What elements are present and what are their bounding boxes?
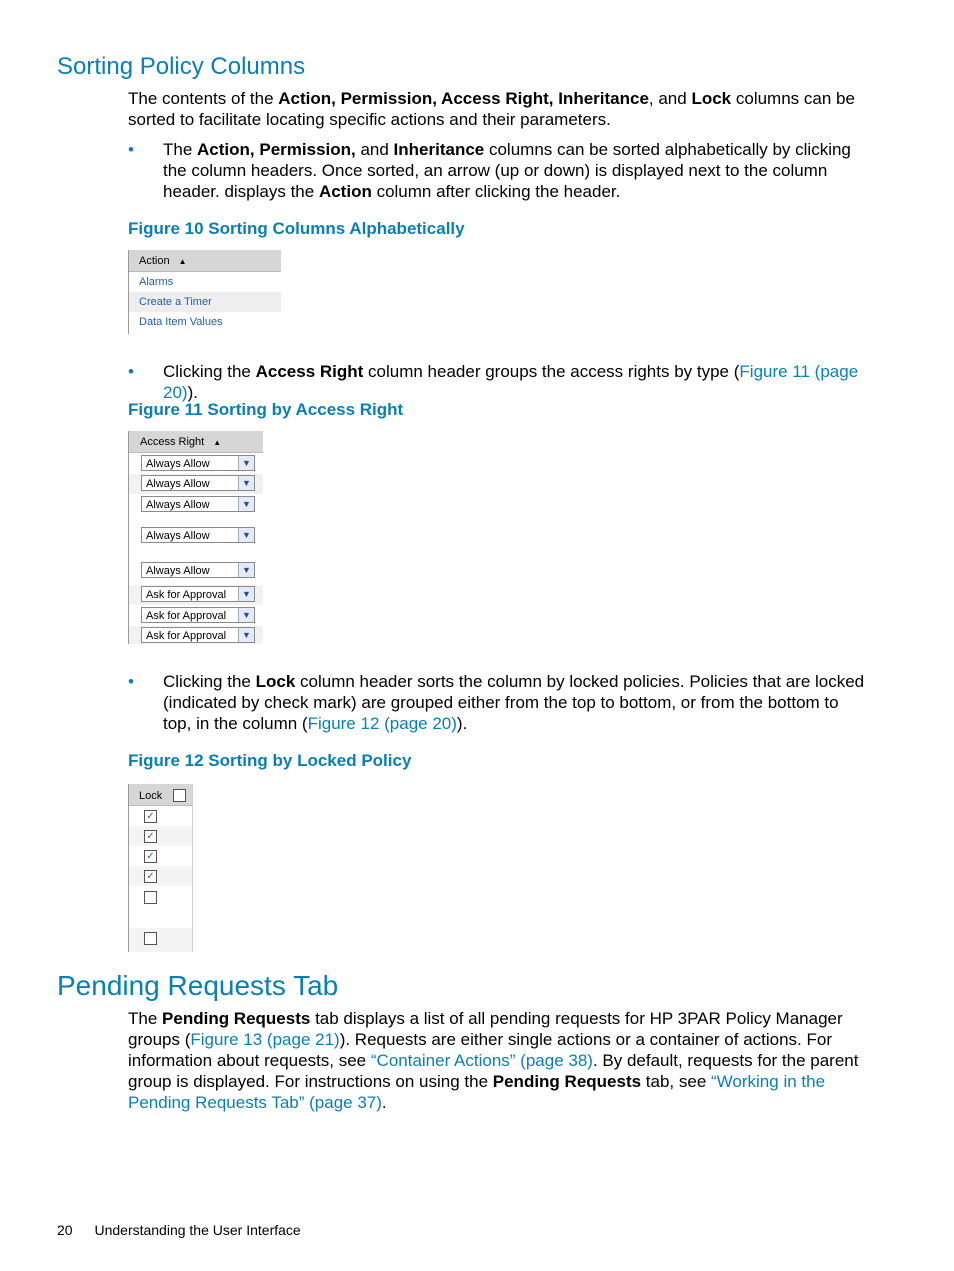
access-right-select[interactable]: Always Allow ▼ <box>141 527 255 543</box>
figure-caption: Figure 11 Sorting by Access Right <box>128 400 404 419</box>
chapter-title: Understanding the User Interface <box>94 1222 301 1238</box>
chevron-down-icon[interactable]: ▼ <box>238 628 254 642</box>
action-column-header[interactable]: Action ▲ <box>129 250 281 272</box>
chevron-down-icon[interactable]: ▼ <box>238 608 254 622</box>
bullet-dot: • <box>128 362 134 381</box>
section-title: Sorting Policy Columns <box>57 53 306 80</box>
chevron-down-icon[interactable]: ▼ <box>238 563 254 577</box>
working-pending-requests-link[interactable]: “Working in the Pending Requests Tab” (page 37) <box>128 1072 826 1112</box>
figure-action-table <box>128 250 281 334</box>
intro-paragraph: The contents of the Action, Permission, Access Right, Inheritance, and Lock columns can be sorted to facilitate locating specific actions and their parameters. <box>128 89 855 129</box>
lock-checkbox[interactable] <box>144 891 157 904</box>
figure-caption: Figure 12 Sorting by Locked Policy <box>128 751 412 770</box>
checkbox-icon[interactable] <box>173 789 186 802</box>
section-title: Pending Requests Tab <box>57 970 339 1001</box>
chevron-down-icon[interactable]: ▼ <box>238 476 254 490</box>
access-right-select[interactable]: Ask for Approval ▼ <box>141 586 255 602</box>
sort-up-arrow-icon: ▲ <box>213 438 222 447</box>
access-right-select[interactable]: Always Allow ▼ <box>141 475 255 491</box>
access-right-select[interactable]: Always Allow ▼ <box>141 496 255 512</box>
container-actions-link[interactable]: “Container Actions” (page 38) <box>370 1051 593 1070</box>
figure-caption: Figure 10 Sorting Columns Alphabetically <box>128 219 465 238</box>
page-footer <box>57 1222 301 1238</box>
page-number: 20 <box>57 1222 73 1238</box>
chevron-down-icon[interactable]: ▼ <box>238 497 254 511</box>
chevron-down-icon[interactable]: ▼ <box>238 587 254 601</box>
chevron-down-icon[interactable]: ▼ <box>238 528 254 542</box>
figure-access-right-table <box>128 431 263 644</box>
access-right-select[interactable]: Always Allow ▼ <box>141 455 255 471</box>
bullet-dot: • <box>128 140 134 159</box>
chevron-down-icon[interactable]: ▼ <box>238 456 254 470</box>
access-right-select[interactable]: Ask for Approval ▼ <box>141 607 255 623</box>
bullet-dot: • <box>128 672 134 691</box>
lock-column-header[interactable]: Lock <box>129 784 192 806</box>
lock-checkbox[interactable]: ✓ <box>144 830 157 843</box>
figure-link[interactable]: Figure 11 (page 20) <box>163 362 859 402</box>
figure-link[interactable]: Figure 12 (page 20) <box>307 714 457 733</box>
lock-checkbox[interactable] <box>144 932 157 945</box>
lock-checkbox[interactable]: ✓ <box>144 810 157 823</box>
figure-lock-table <box>128 784 193 952</box>
table-row[interactable]: Create a Timer <box>129 292 281 312</box>
lock-checkbox[interactable]: ✓ <box>144 850 157 863</box>
table-row[interactable]: Data Item Values <box>139 316 223 328</box>
pending-requests-paragraph: The Pending Requests tab displays a list of all pending requests for HP 3PAR Policy Manager groups (Figure 13 (page 21)). Requests are either single actions or a container of actions. For information about requests, see “Container Actions” (page 38). By default, requests for the parent group is displayed. For instructions on using the Pending Requests tab, see “Working in the Pending Requests Tab” (page 37). <box>128 1009 859 1112</box>
access-right-column-header[interactable]: Access Right ▲ <box>129 431 263 453</box>
access-right-select[interactable]: Always Allow ▼ <box>141 562 255 578</box>
access-right-select[interactable]: Ask for Approval ▼ <box>141 627 255 643</box>
lock-checkbox[interactable]: ✓ <box>144 870 157 883</box>
table-row[interactable]: Alarms <box>139 276 174 288</box>
sort-up-arrow-icon: ▲ <box>178 257 187 266</box>
figure-link[interactable]: Figure 13 (page 21) <box>190 1030 340 1049</box>
